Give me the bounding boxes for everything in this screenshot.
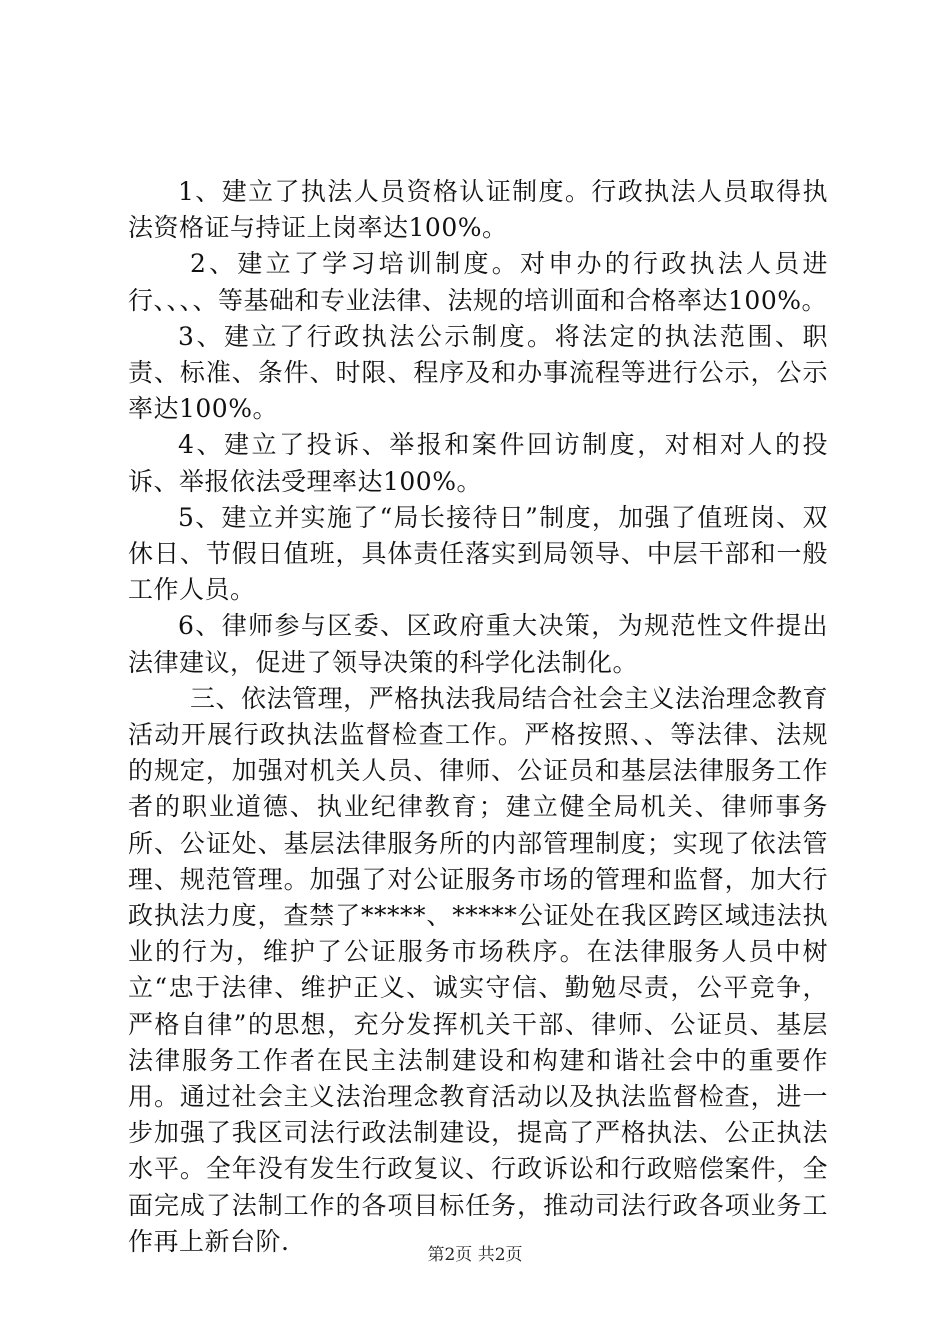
- document-body: [128, 174, 828, 1260]
- paragraph-6: 6、律师参与区委、区政府重大决策，为规范性文件提出法律建议，促进了领导决策的科学化法制化。: [128, 611, 828, 677]
- paragraph-5: 5、建立并实施了“局长接待日”制度，加强了值班岗、双休日、节假日值班，具体责任落实到局领导、中层干部和一般工作人员。: [128, 502, 828, 605]
- page-number-footer: 第2页 共2页: [427, 1245, 523, 1265]
- paragraph-2: 2、建立了学习培训制度。对申办的行政执法人员进行、、、、等基础和专业法律、法规的培训面和合格率达100%。: [128, 249, 828, 315]
- paragraph-4: 4、建立了投诉、举报和案件回访制度，对相对人的投诉、举报依法受理率达100%。: [128, 430, 828, 496]
- paragraph-1: 1、建立了执法人员资格认证制度。行政执法人员取得执法资格证与持证上岗率达100%。: [128, 177, 828, 243]
- paragraph-7: 三、依法管理，严格执法我局结合社会主义法治理念教育活动开展行政执法监督检查工作。严格按照、、等法律、法规的规定，加强对机关人员、律师、公证员和基层法律服务工作者的职业道德、执业纪律教育；建立健全局机关、律师事务所、公证处、基层法律服务所的内部管理制度；实现了依法管理、规范管理。加强了对公证服务市场的管理和监督，加大行政执法力度，查禁了*****、*****公证处在我区跨区域违法执业的行为，维护了公证服务市场秩序。在法律服务人员中树立“忠于法律、维护正义、诚实守信、勤勉尽责，公平竞争，严格自律”的思想，充分发挥机关干部、律师、公证员、基层法律服务工作者在民主法制建设和构建和谐社会中的重要作用。通过社会主义法治理念教育活动以及执法监督检查，进一步加强了我区司法行政法制建设，提高了严格执法、公正执法水平。全年没有发生行政复议、行政诉讼和行政赔偿案件，全面完成了法制工作的各项目标任务，推动司法行政各项业务工作再上新台阶.: [128, 683, 828, 1256]
- paragraph-3: 3、建立了行政执法公示制度。将法定的执法范围、职责、标准、条件、时限、程序及和办事流程等进行公示，公示率达100%。: [128, 321, 828, 424]
